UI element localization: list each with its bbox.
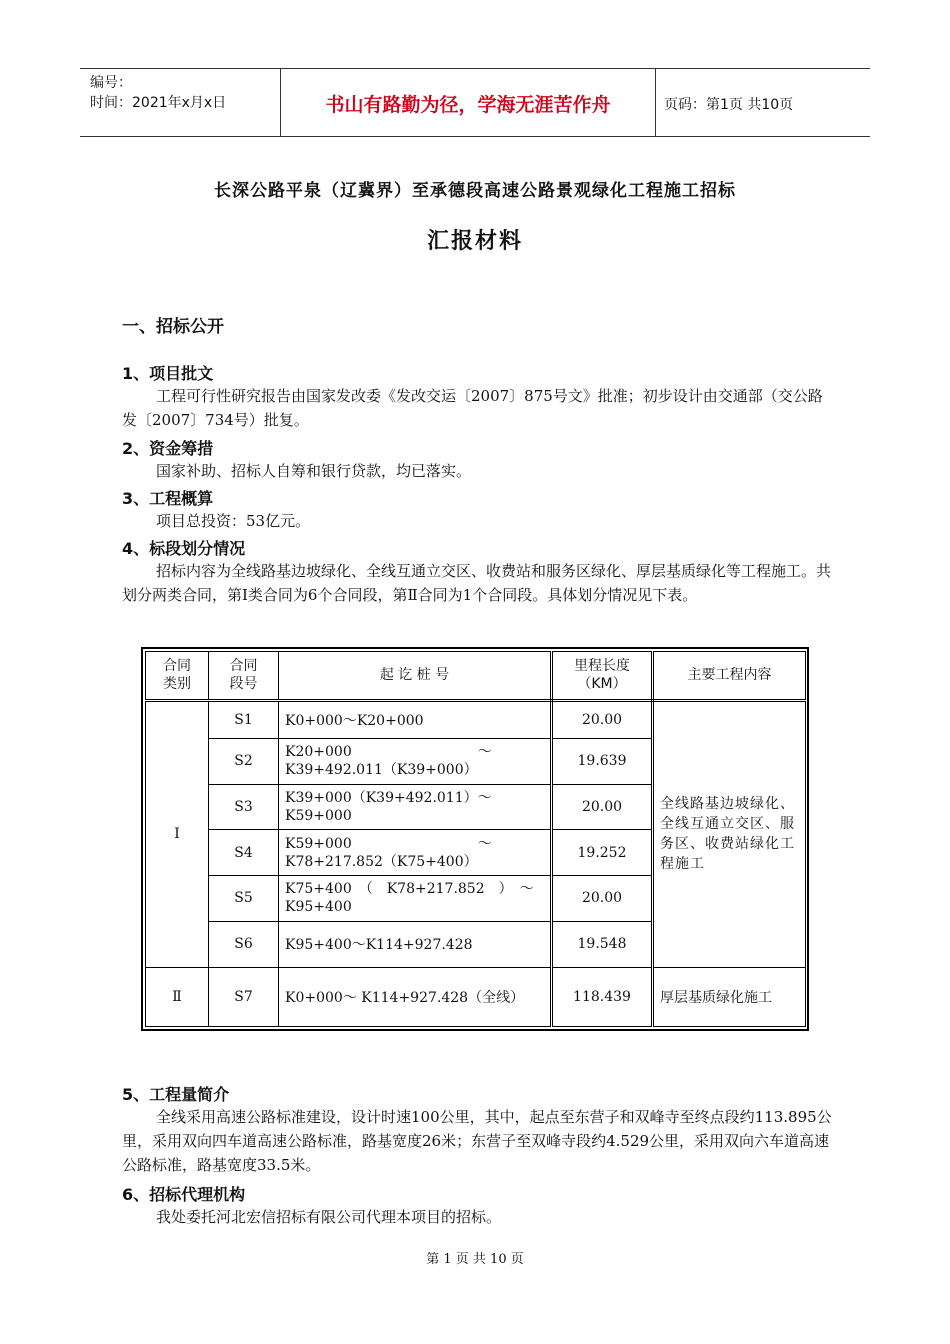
page-info: 页码：第1页 共10页 — [664, 97, 794, 113]
table-row — [146, 968, 806, 1027]
length-cell: 118.439 — [552, 968, 653, 1027]
header-motto: 书山有路勤为径，学海无涯苦作舟 — [325, 94, 611, 116]
item-text-1: 工程可行性研究报告由国家发改委《发改交运〔2007〕875号文》批准；初步设计由交通部（交公路发〔2007〕734号）批复。 — [122, 387, 823, 429]
table-header-row — [146, 652, 806, 701]
table-row — [146, 700, 806, 739]
th-category: 合同 类别 — [146, 652, 209, 701]
length-cell: 20.00 — [552, 784, 653, 830]
range-cell: K59+000 ～ K78+217.852（K75+400） — [279, 830, 552, 876]
header-divider-right — [655, 68, 656, 136]
item-heading-2: 2、资金筹措 — [122, 439, 214, 458]
doc-date: 时间：2021年x月x日 — [90, 95, 227, 111]
item-heading-4: 4、标段划分情况 — [122, 539, 246, 558]
type1-label: Ⅰ — [146, 700, 209, 967]
item-heading-3: 3、工程概算 — [122, 489, 214, 508]
type2-content: 厚层基质绿化施工 — [653, 968, 806, 1027]
header-top-rule — [80, 68, 870, 69]
th-content: 主要工程内容 — [653, 652, 806, 701]
doc-number-label: 编号： — [90, 75, 132, 91]
range-cell: K0+000～ K114+927.428（全线） — [279, 968, 552, 1027]
item-text-5: 全线采用高速公路标准建设，设计时速100公里，其中，起点至东营子和双峰寺至终点段约113.895公里，采用双向四车道高速公路标准，路基宽度26米；东营子至双峰寺段约4.529公里，采用双向六车道高速公路标准，路基宽度33.5米。 — [122, 1108, 832, 1174]
type1-content: 全线路基边坡绿化、全线互通立交区、服务区、收费站绿化工程施工 — [653, 700, 806, 967]
seg-cell: S5 — [209, 875, 279, 921]
length-cell: 20.00 — [552, 700, 653, 739]
th-segment: 合同 段号 — [209, 652, 279, 701]
seg-cell: S6 — [209, 921, 279, 968]
seg-cell: S7 — [209, 968, 279, 1027]
item-text-3: 项目总投资：53亿元。 — [156, 512, 311, 530]
range-cell: K39+000（K39+492.011）～ K59+000 — [279, 784, 552, 830]
item-heading-1: 1、项目批文 — [122, 364, 214, 383]
range-cell: K0+000～K20+000 — [279, 700, 552, 739]
doc-title-line2: 汇报材料 — [426, 229, 523, 254]
item-text-6: 我处委托河北宏信招标有限公司代理本项目的招标。 — [156, 1208, 502, 1226]
length-cell: 20.00 — [552, 875, 653, 921]
item-text-2: 国家补助、招标人自筹和银行贷款，均已落实。 — [156, 462, 472, 480]
header-divider-left — [280, 68, 281, 136]
page-footer: 第 1 页 共 10 页 — [426, 1252, 524, 1267]
range-cell: K75+400 （ K78+217.852 ） ～ K95+400 — [279, 875, 552, 921]
length-cell: 19.548 — [552, 921, 653, 968]
doc-title-line1: 长深公路平泉（辽冀界）至承德段高速公路景观绿化工程施工招标 — [214, 181, 736, 201]
seg-cell: S2 — [209, 739, 279, 785]
range-cell: K20+000 ～ K39+492.011（K39+000） — [279, 739, 552, 785]
item-heading-6: 6、招标代理机构 — [122, 1185, 246, 1204]
section-heading: 一、招标公开 — [122, 317, 224, 337]
seg-cell: S4 — [209, 830, 279, 876]
type2-label: Ⅱ — [146, 968, 209, 1027]
seg-cell: S3 — [209, 784, 279, 830]
length-cell: 19.639 — [552, 739, 653, 785]
th-length: 里程长度 （KM） — [552, 652, 653, 701]
th-range: 起 讫 桩 号 — [279, 652, 552, 701]
header-bottom-rule — [80, 136, 870, 137]
seg-cell: S1 — [209, 700, 279, 739]
length-cell: 19.252 — [552, 830, 653, 876]
segment-table — [145, 651, 806, 1027]
item-heading-5: 5、工程量简介 — [122, 1085, 230, 1104]
item-text-4: 招标内容为全线路基边坡绿化、全线互通立交区、收费站和服务区绿化、厚层基质绿化等工程施工。共划分两类合同，第Ⅰ类合同为6个合同段，第Ⅱ合同为1个合同段。具体划分情况见下表。 — [122, 562, 832, 604]
range-cell: K95+400～K114+927.428 — [279, 921, 552, 968]
